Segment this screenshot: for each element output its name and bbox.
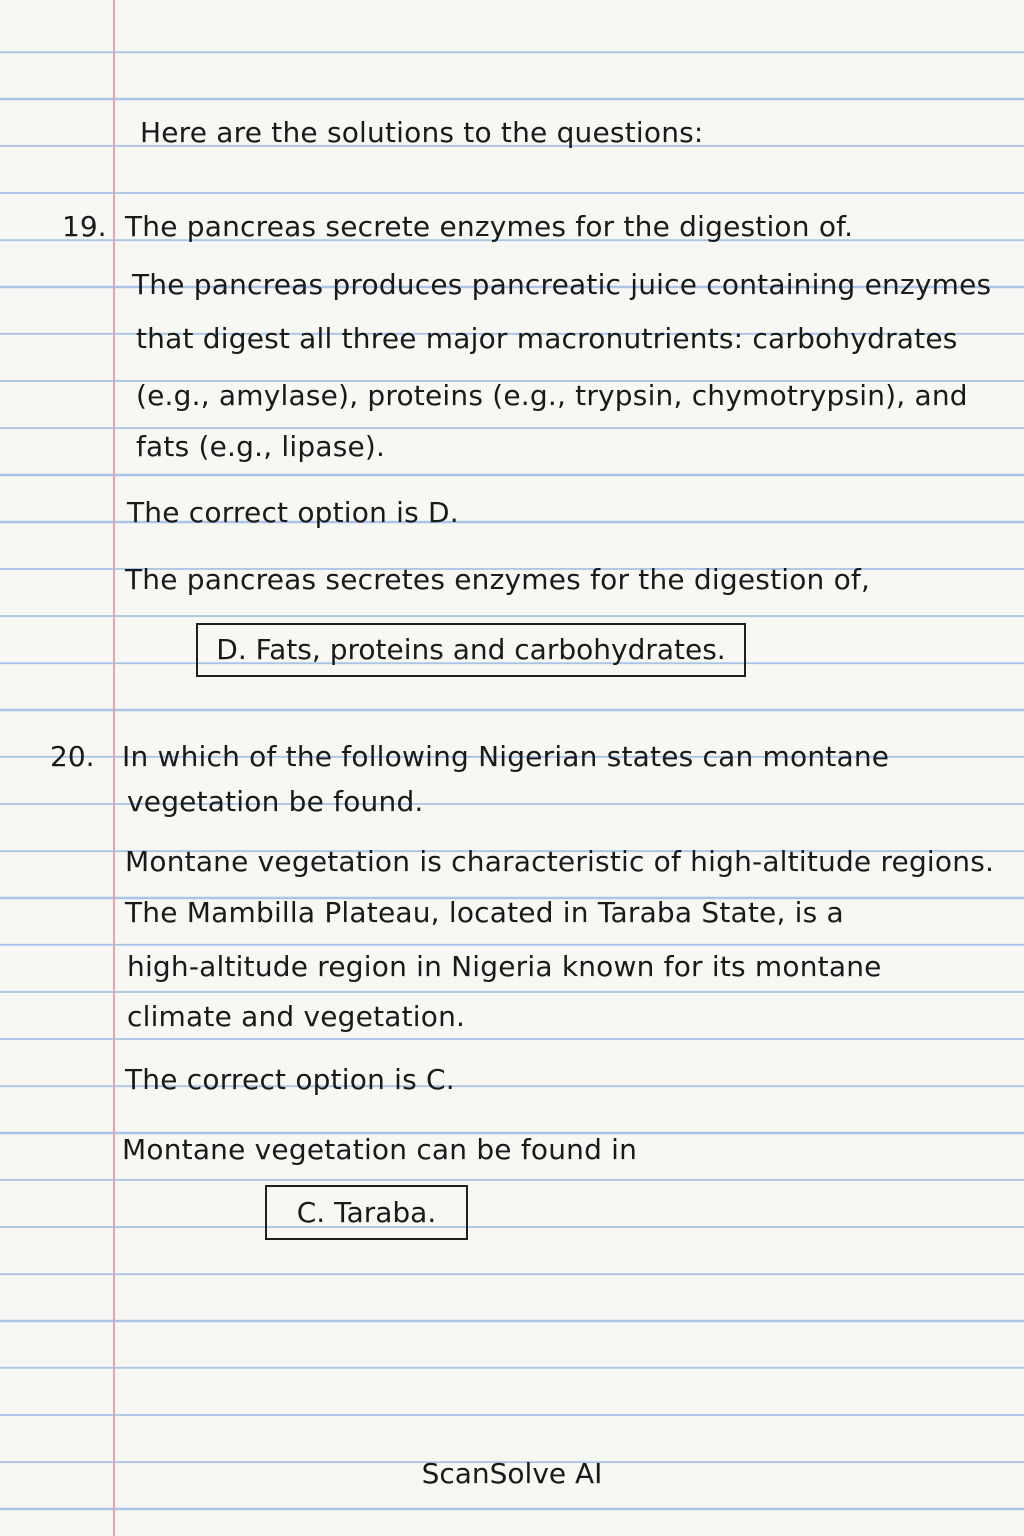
final-answer-box-19 <box>196 623 746 677</box>
explanation-20-line-2: The Mambilla Plateau, located in Taraba State, is a <box>125 896 844 929</box>
final-answer-19: D. Fats, proteins and carbohydrates. <box>216 633 726 666</box>
question-19-text: The pancreas secrete enzymes for the digestion of. <box>125 210 854 243</box>
explanation-20-line-1: Montane vegetation is characteristic of high-altitude regions. <box>125 845 995 878</box>
lead-in-19: The pancreas secretes enzymes for the digestion of, <box>125 563 871 596</box>
final-answer-20: C. Taraba. <box>296 1195 437 1229</box>
lead-in-20: Montane vegetation can be found in <box>122 1133 638 1166</box>
question-20-line-1: In which of the following Nigerian states can montane <box>122 740 890 773</box>
explanation-19-line-4: fats (e.g., lipase). <box>136 430 386 463</box>
intro-text: Here are the solutions to the questions: <box>140 116 704 149</box>
question-number-20: 20. <box>50 740 95 773</box>
explanation-19-line-1: The pancreas produces pancreatic juice containing enzymes <box>132 268 992 301</box>
explanation-20-line-3: high-altitude region in Nigeria known for its montane <box>127 950 882 983</box>
correct-option-19: The correct option is D. <box>127 496 459 529</box>
final-answer-box-20 <box>265 1185 468 1240</box>
explanation-19-line-3: (e.g., amylase), proteins (e.g., trypsin, chymotrypsin), and <box>136 379 968 412</box>
scansolve-brand: ScanSolve AI <box>421 1457 603 1490</box>
explanation-19-line-2: that digest all three major macronutrients: carbohydrates <box>136 322 958 355</box>
explanation-20-line-4: climate and vegetation. <box>127 1000 466 1033</box>
margin-line <box>113 0 115 1536</box>
question-number-19: 19. <box>62 210 107 243</box>
correct-option-20: The correct option is C. <box>125 1063 455 1096</box>
question-20-line-2: vegetation be found. <box>127 785 424 818</box>
